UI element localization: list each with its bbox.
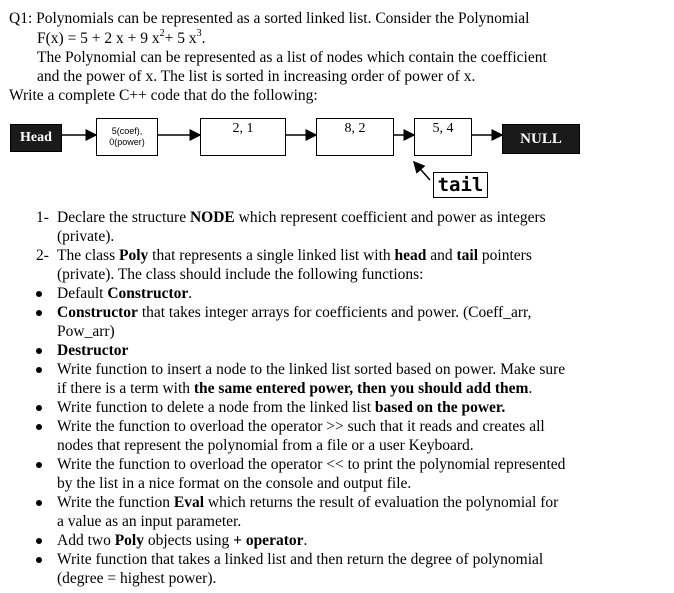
item-1-number: 1- — [36, 209, 49, 226]
head-node: Head — [10, 124, 62, 152]
item-1-line-1: Declare the structure NODE which represent coefficient and power as integers — [57, 209, 546, 226]
tail-pointer-arrow — [414, 162, 430, 180]
bullet-dot — [36, 462, 42, 468]
node-2: 2, 1 — [200, 118, 286, 156]
node-3: 8, 2 — [316, 118, 394, 156]
bullet-read-operator-line-1: Write the function to overload the operator >> such that it reads and creates all — [57, 418, 545, 435]
bullet-dot — [36, 405, 42, 411]
question-text: Polynomials can be represented as a sorted linked list. Consider the Polynomial — [36, 10, 530, 27]
bullet-insert-line-2: if there is a term with the same entered power, then you should add them. — [57, 380, 533, 397]
bullet-read-operator-line-2: nodes that represent the polynomial from a file or a user Keyboard. — [57, 437, 474, 454]
item-2-line-1: The class Poly that represents a single linked list with head and tail pointers — [57, 247, 532, 264]
bullet-degree-line-2: (degree = highest power). — [57, 570, 217, 587]
bullet-dot — [36, 291, 42, 297]
bullet-add: Add two Poly objects using + operator. — [57, 532, 308, 549]
bullet-dot — [36, 310, 42, 316]
bullet-eval-line-1: Write the function Eval which returns the result of evaluation the polynomial for — [57, 494, 559, 511]
bullet-print-operator-line-1: Write the function to overload the operator << to print the polynomial represented — [57, 456, 566, 473]
bullet-dot — [36, 424, 42, 430]
node-1 — [96, 118, 158, 156]
question-label: Q1: — [9, 10, 33, 27]
bullet-print-operator-line-2: by the list in a nice format on the console and output file. — [57, 475, 412, 492]
null-node: NULL — [502, 124, 580, 154]
bullet-dot — [36, 348, 42, 354]
item-2-line-2: (private). The class should include the following functions: — [57, 266, 424, 283]
bullet-delete: Write function to delete a node from the linked list based on the power. — [57, 399, 506, 416]
bullet-insert-line-1: Write function to insert a node to the linked list sorted based on power. Make sure — [57, 361, 566, 378]
bullet-eval-line-2: a value as an input parameter. — [57, 513, 242, 530]
bullet-dot — [36, 557, 42, 563]
intro-line-3: and the power of x. The list is sorted in increasing order of power of x. — [37, 68, 476, 85]
bullet-default-constructor: Default Constructor. — [57, 285, 193, 302]
node-1-power: 0(power) — [109, 137, 145, 147]
bullet-dot — [36, 500, 42, 506]
item-2-number: 2- — [36, 247, 49, 264]
question-line — [9, 10, 529, 28]
bullet-constructor-line-2: Pow_arr) — [57, 323, 115, 340]
node-1-coef: 5(coef), — [111, 126, 143, 136]
intro-line-4: Write a complete C++ code that do the following: — [9, 87, 318, 104]
bullet-dot — [36, 367, 42, 373]
node-4: 5, 4 — [414, 118, 472, 156]
bullet-dot — [36, 538, 42, 544]
tail-label: tail — [433, 172, 488, 198]
polynomial-formula: F(x) = 5 + 2 x + 9 $x^2+ 5$ $x^3$. — [37, 28, 206, 47]
item-1-line-2: (private). — [57, 228, 115, 245]
bullet-constructor-line-1: Constructor that takes integer arrays for coefficients and power. (Coeff_arr, — [57, 304, 532, 321]
intro-line-2: The Polynomial can be represented as a list of nodes which contain the coefficient — [37, 49, 547, 66]
bullet-destructor: Destructor — [57, 342, 129, 359]
bullet-degree-line-1: Write function that takes a linked list and then return the degree of polynomial — [57, 551, 544, 568]
